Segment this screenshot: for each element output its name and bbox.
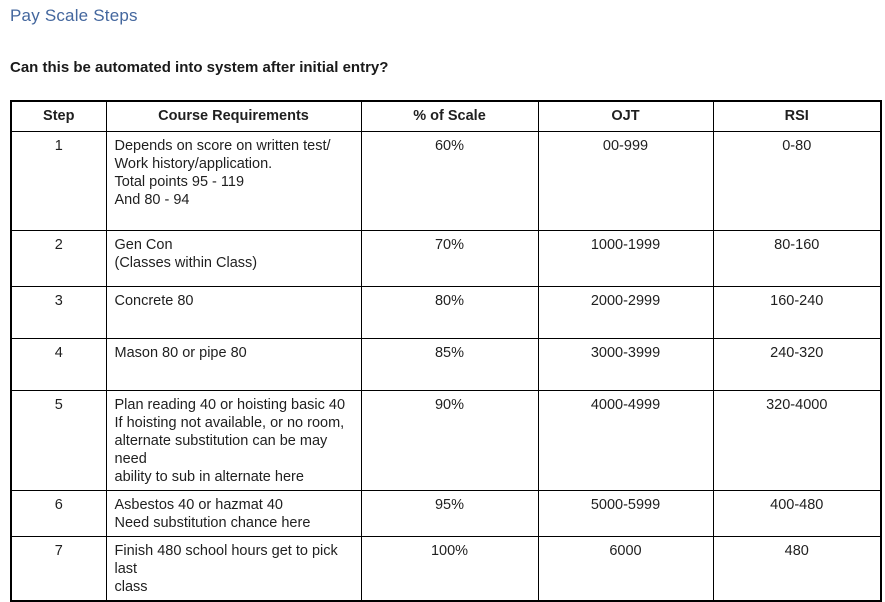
cell-course-requirements: Asbestos 40 or hazmat 40 Need substitution chance here [106,490,361,536]
cell-ojt: 3000-3999 [538,338,713,390]
cell-rsi: 400-480 [713,490,881,536]
cell-ojt: 00-999 [538,131,713,230]
cell-course-requirements: Depends on score on written test/ Work history/application. Total points 95 - 119 And 80 - 94 [106,131,361,230]
cell-course-requirements: Finish 480 school hours get to pick last class [106,536,361,601]
cell-rsi: 320-4000 [713,390,881,490]
column-header-rsi: RSI [713,101,881,131]
cell-step: 3 [11,286,106,338]
cell-step: 2 [11,230,106,286]
cell-ojt: 5000-5999 [538,490,713,536]
cell-percent-of-scale: 80% [361,286,538,338]
column-header-course-requirements: Course Requirements [106,101,361,131]
cell-percent-of-scale: 85% [361,338,538,390]
table-body [11,131,881,601]
cell-step: 1 [11,131,106,230]
cell-rsi: 160-240 [713,286,881,338]
cell-course-requirements: Plan reading 40 or hoisting basic 40 If hoisting not available, or no room, alternate substitution can be may need ability to sub in alternate here [106,390,361,490]
table-row [11,286,881,338]
column-header-ojt: OJT [538,101,713,131]
table-row [11,230,881,286]
cell-ojt: 6000 [538,536,713,601]
table-row [11,131,881,230]
cell-step: 5 [11,390,106,490]
cell-rsi: 0-80 [713,131,881,230]
column-header-percent-of-scale: % of Scale [361,101,538,131]
cell-step: 6 [11,490,106,536]
cell-course-requirements: Gen Con (Classes within Class) [106,230,361,286]
cell-course-requirements: Concrete 80 [106,286,361,338]
column-header-step: Step [11,101,106,131]
page-title: Pay Scale Steps [10,6,138,25]
cell-ojt: 2000-2999 [538,286,713,338]
table-row [11,338,881,390]
cell-ojt: 4000-4999 [538,390,713,490]
cell-percent-of-scale: 100% [361,536,538,601]
table-row [11,536,881,601]
cell-rsi: 480 [713,536,881,601]
table-header-row [11,101,881,131]
cell-step: 4 [11,338,106,390]
cell-step: 7 [11,536,106,601]
table-row [11,390,881,490]
cell-rsi: 240-320 [713,338,881,390]
question-text: Can this be automated into system after initial entry? [10,59,389,76]
cell-rsi: 80-160 [713,230,881,286]
table-row [11,490,881,536]
pay-scale-table [10,100,882,602]
cell-percent-of-scale: 95% [361,490,538,536]
cell-percent-of-scale: 60% [361,131,538,230]
cell-percent-of-scale: 70% [361,230,538,286]
cell-ojt: 1000-1999 [538,230,713,286]
cell-course-requirements: Mason 80 or pipe 80 [106,338,361,390]
cell-percent-of-scale: 90% [361,390,538,490]
